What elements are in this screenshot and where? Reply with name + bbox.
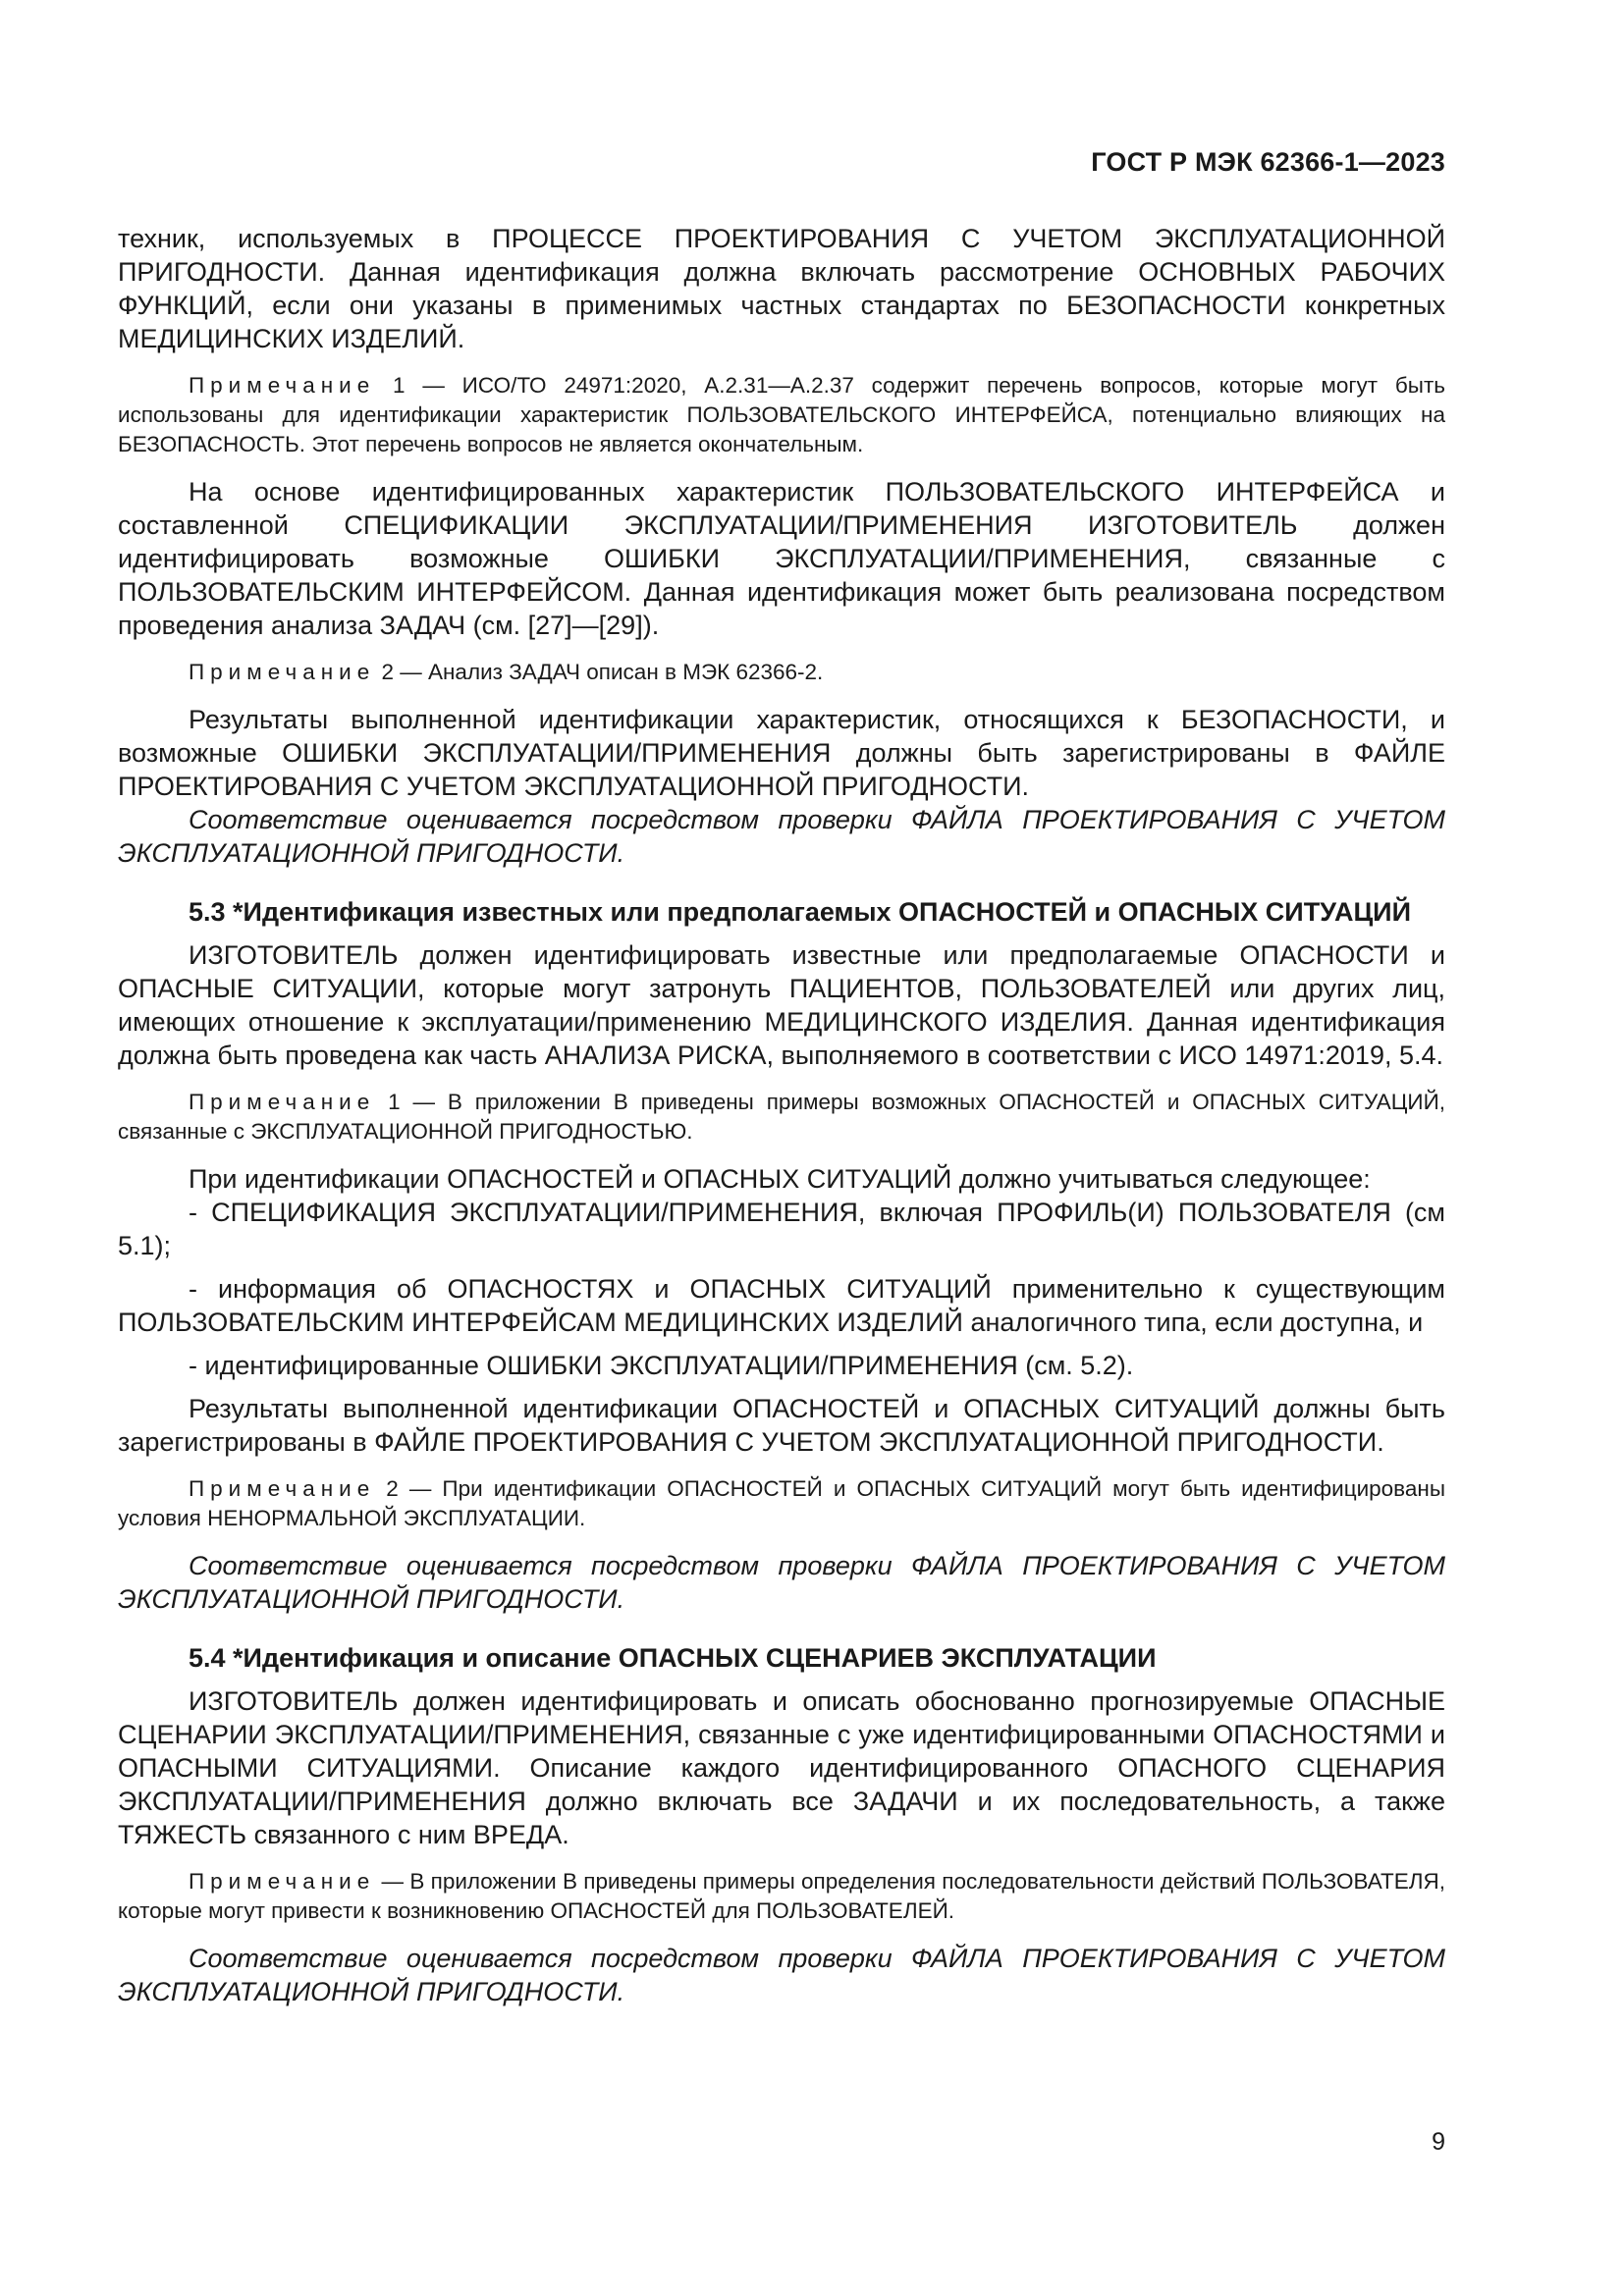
compliance-statement: Соответствие оценивается посредством проверки ФАЙЛА ПРОЕКТИРОВАНИЯ С УЧЕТОМ ЭКСПЛУАТАЦИОННОЙ ПРИГОДНОСТИ.	[118, 1551, 1445, 1614]
section-heading-5-3: 5.3 *Идентификация известных или предполагаемых ОПАСНОСТЕЙ и ОПАСНЫХ СИТУАЦИЙ	[189, 897, 1411, 927]
note-5-3-2	[118, 1474, 1445, 1533]
paragraph-hazards: ИЗГОТОВИТЕЛЬ должен идентифицировать известные или предполагаемые ОПАСНОСТИ и ОПАСНЫЕ СИТУАЦИИ, которые могут затронуть ПАЦИЕНТОВ, ПОЛЬЗОВАТЕЛЕЙ или других лиц, имеющих отношение к эксплуатации/применению МЕДИЦИНСКОГО ИЗДЕЛИЯ. Данная идентификация должна быть проведена как часть АНАЛИЗА РИСКА, выполняемого в соответствии с ИСО 14971:2019, 5.4.	[118, 940, 1445, 1070]
note-text: 2 — При идентификации ОПАСНОСТЕЙ и ОПАСНЫХ СИТУАЦИЙ могут быть идентифицированы условия НЕНОРМАЛЬНОЙ ЭКСПЛУАТАЦИИ.	[118, 1476, 1445, 1530]
note-2	[118, 658, 1445, 687]
note-text: 1 — ИСО/ТО 24971:2020, А.2.31—А.2.37 содержит перечень вопросов, которые могут быть использованы для идентификации характеристик ПОЛЬЗОВАТЕЛЬСКОГО ИНТЕРФЕЙСА, потенциально влияющих на БЕЗОПАСНОСТЬ. Этот перечень вопросов не является окончательным.	[118, 373, 1445, 456]
page-number: 9	[1432, 2128, 1445, 2156]
note-1	[118, 371, 1445, 459]
compliance-statement: Соответствие оценивается посредством проверки ФАЙЛА ПРОЕКТИРОВАНИЯ С УЧЕТОМ ЭКСПЛУАТАЦИОННОЙ ПРИГОДНОСТИ.	[118, 1944, 1445, 2006]
compliance-statement: Соответствие оценивается посредством проверки ФАЙЛА ПРОЕКТИРОВАНИЯ С УЧЕТОМ ЭКСПЛУАТАЦИОННОЙ ПРИГОДНОСТИ.	[118, 805, 1445, 868]
paragraph-hazard-results: Результаты выполненной идентификации ОПАСНОСТЕЙ и ОПАСНЫХ СИТУАЦИЙ должны быть зарегистрированы в ФАЙЛЕ ПРОЕКТИРОВАНИЯ С УЧЕТОМ ЭКСПЛУАТАЦИОННОЙ ПРИГОДНОСТИ.	[118, 1394, 1445, 1457]
list-item: - идентифицированные ОШИБКИ ЭКСПЛУАТАЦИИ/ПРИМЕНЕНИЯ (см. 5.2).	[189, 1351, 1134, 1380]
note-text: 1 — В приложении В приведены примеры возможных ОПАСНОСТЕЙ и ОПАСНЫХ СИТУАЦИЙ, связанные с ЭКСПЛУАТАЦИОННОЙ ПРИГОДНОСТЬЮ.	[118, 1090, 1445, 1144]
section-heading-5-4: 5.4 *Идентификация и описание ОПАСНЫХ СЦЕНАРИЕВ ЭКСПЛУАТАЦИИ	[189, 1643, 1157, 1673]
note-label: Примечание	[189, 1869, 376, 1894]
note-label: Примечание	[189, 1476, 376, 1501]
list-intro: При идентификации ОПАСНОСТЕЙ и ОПАСНЫХ СИТУАЦИЙ должно учитываться следующее:	[189, 1164, 1371, 1194]
document-page	[118, 0, 1445, 2296]
note-label: Примечание	[189, 1090, 376, 1114]
document-header: ГОСТ Р МЭК 62366-1—2023	[1091, 147, 1445, 177]
page-content	[118, 222, 1445, 2008]
list-item: - СПЕЦИФИКАЦИЯ ЭКСПЛУАТАЦИИ/ПРИМЕНЕНИЯ, включая ПРОФИЛЬ(И) ПОЛЬЗОВАТЕЛЯ (см 5.1);	[118, 1198, 1445, 1260]
note-label: Примечание	[189, 373, 376, 398]
note-label: Примечание	[189, 660, 376, 684]
paragraph-ui-characteristics: На основе идентифицированных характеристик ПОЛЬЗОВАТЕЛЬСКОГО ИНТЕРФЕЙСА и составленной СПЕЦИФИКАЦИИ ЭКСПЛУАТАЦИИ/ПРИМЕНЕНИЯ ИЗГОТОВИТЕЛЬ должен идентифицировать возможные ОШИБКИ ЭКСПЛУАТАЦИИ/ПРИМЕНЕНИЯ, связанные с ПОЛЬЗОВАТЕЛЬСКИМ ИНТЕРФЕЙСОМ. Данная идентификация может быть реализована посредством проведения анализа ЗАДАЧ (см. [27]—[29]).	[118, 477, 1445, 640]
paragraph-results: Результаты выполненной идентификации характеристик, относящихся к БЕЗОПАСНОСТИ, и возможные ОШИБКИ ЭКСПЛУАТАЦИИ/ПРИМЕНЕНИЯ должны быть зарегистрированы в ФАЙЛЕ ПРОЕКТИРОВАНИЯ С УЧЕТОМ ЭКСПЛУАТАЦИОННОЙ ПРИГОДНОСТИ.	[118, 705, 1445, 801]
paragraph-scenarios: ИЗГОТОВИТЕЛЬ должен идентифицировать и описать обоснованно прогнозируемые ОПАСНЫЕ СЦЕНАРИИ ЭКСПЛУАТАЦИИ/ПРИМЕНЕНИЯ, связанные с уже идентифицированными ОПАСНОСТЯМИ и ОПАСНЫМИ СИТУАЦИЯМИ. Описание каждого идентифицированного ОПАСНОГО СЦЕНАРИЯ ЭКСПЛУАТАЦИИ/ПРИМЕНЕНИЯ должно включать все ЗАДАЧИ и их последовательность, а также ТЯЖЕСТЬ связанного с ним ВРЕДА.	[118, 1686, 1445, 1849]
note-5-3-1	[118, 1088, 1445, 1147]
note-text: — В приложении В приведены примеры определения последовательности действий ПОЛЬЗОВАТЕЛЯ, которые могут привести к возникновению ОПАСНОСТЕЙ для ПОЛЬЗОВАТЕЛЕЙ.	[118, 1869, 1445, 1923]
note-text: 2 — Анализ ЗАДАЧ описан в МЭК 62366-2.	[375, 660, 824, 684]
note-5-4	[118, 1867, 1445, 1926]
list-item: - информация об ОПАСНОСТЯХ и ОПАСНЫХ СИТУАЦИЙ применительно к существующим ПОЛЬЗОВАТЕЛЬСКИМ ИНТЕРФЕЙСАМ МЕДИЦИНСКИХ ИЗДЕЛИЙ аналогичного типа, если доступна, и	[118, 1274, 1445, 1337]
paragraph-continuation: техник, используемых в ПРОЦЕССЕ ПРОЕКТИРОВАНИЯ С УЧЕТОМ ЭКСПЛУАТАЦИОННОЙ ПРИГОДНОСТИ. Данная идентификация должна включать рассмотрение ОСНОВНЫХ РАБОЧИХ ФУНКЦИЙ, если они указаны в применимых частных стандартах по БЕЗОПАСНОСТИ конкретных МЕДИЦИНСКИХ ИЗДЕЛИЙ.	[118, 224, 1445, 353]
